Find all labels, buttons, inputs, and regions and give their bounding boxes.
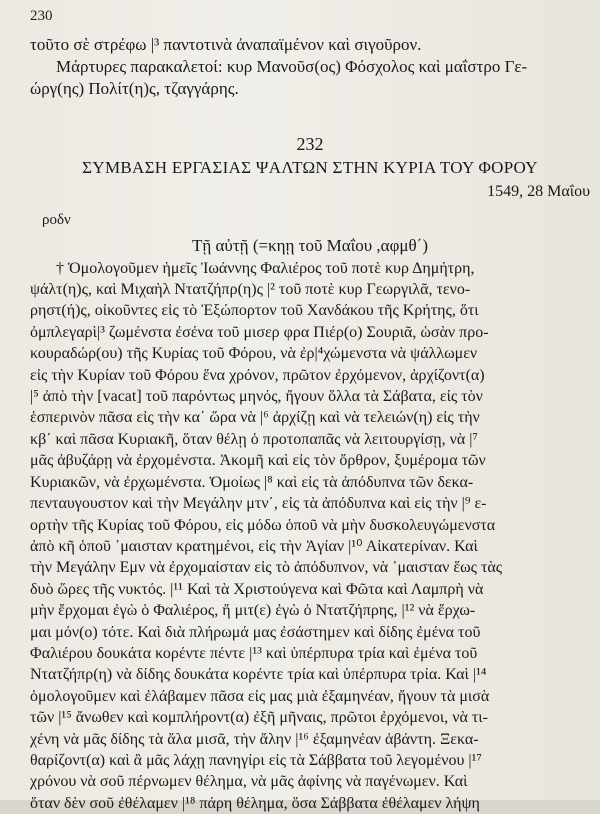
body-line: |⁵ ἀπὸ τὴν [vacat] τοῦ παρόντως μηνός, ἤγουν ὅλλα τὰ Σάβατα, εἰς τὸν xyxy=(30,388,483,406)
body-line: Ντατζήπρ(η) νὰ δίδης δουκάτα κορέντε τρία καὶ ὑπέρπυρα τρία. Καὶ |¹⁴ xyxy=(30,666,487,684)
body-line: χένη νὰ μᾶς δίδης τὰ ἄλα μισᾶ, τὴν ἄλην |¹⁶ ἐξαμηνέαν ἀβάντη. Ξεκα- xyxy=(30,730,479,748)
body-line: τῶν |¹⁵ ἄνωθεν καὶ κομπλήροντ(α) ἐξῆ μῆναις, πρῶτοι ἐρχόμενοι, νὰ τι- xyxy=(30,709,488,727)
body-line: ρηστ(ή)ς, οἰκοῦντες εἰς τὸ Ἐξώπορτον τοῦ Χανδάκου τῆς Κρήτης, ὅτι xyxy=(30,302,479,320)
document-title: ΣΥΜΒΑΣΗ ΕΡΓΑΣΙΑΣ ΨΑΛΤΩΝ ΣΤΗΝ ΚΥΡΙΑ ΤΟΥ ΦΟΡΟΥ xyxy=(82,157,538,177)
body-line: Φαλιέρου δουκάτα κορέντε πέντε |¹³ καὶ ὑπέρπυρα τρία καὶ ἐμένα τοῦ xyxy=(30,644,478,662)
body-line: Κυριακῶν, νὰ ἐρχωμένστα. Ὁμοίως |⁸ καὶ εἰς τὰ ἀπόδυπνα τῶν δεκα- xyxy=(30,473,474,491)
body-line: ἀπὸ κῆ ὁποῦ ᾿μαισταν κρατημένοι, εἰς τὴν Ἁγίαν |¹⁰ Αἰκατερίναν. Καὶ xyxy=(30,537,478,555)
body-line: ἑσπερινὸν πᾶσα εἰς τὴν κα΄ ὥρα νὰ |⁶ ἀρχίζῃ καὶ νὰ τελειών(η) εἰς τὴν xyxy=(30,409,480,427)
body-line: ὀμπλεγαρὶ|³ ζωμένστα ἐσένα τοῦ μισερ φρα Πιέρ(ο) Σουριᾶ, ὡσὰν προ- xyxy=(30,323,489,341)
subheading: Τῇ αὐτῇ (=κηῃ τοῦ Μαΐου ,αφμθ΄) xyxy=(192,236,428,256)
page-number: 230 xyxy=(30,8,53,24)
document-body xyxy=(30,258,590,814)
body-line: ορτὴν τῆς Κυρίας τοῦ Φόρου, εἰς μόδω ὁποῦ νὰ μὴν δυσκολευγώμενστα xyxy=(30,516,496,534)
body-line: εἰς τὴν Κυρίαν τοῦ Φόρου ἕνα χρόνον, πρῶτον ἐρχόμενον, ἀρχίζοντ(α) xyxy=(30,366,485,384)
body-line: ὅταν δὲν σοῦ ἐθέλαμεν |¹⁸ πάρη θέλημα, ὅσα Σάββατα ἐθέλαμεν λήψη xyxy=(30,794,480,812)
document-number: 232 xyxy=(296,133,324,154)
body-line: κουραδώρ(ου) τῆς Κυρίας τοῦ Φόρου, νὰ ἐρ|⁴χώμενστα νὰ ψάλλωμεν xyxy=(30,345,478,363)
text-line: τοῦτο σὲ στρέφω |³ παντοτινὰ ἀναπαϊμένον καὶ σιγοῦρον. xyxy=(30,35,422,54)
body-line: πενταυγουστον καὶ τὴν Μεγάλην μτν΄, εἰς τὰ ἀπόδυπνα καὶ εἰς τὴν |⁹ ε- xyxy=(30,495,487,513)
body-line: μαι μόν(ο) τότε. Καὶ διὰ πλήρωμά μας ἐσάστημεν καὶ δίδης ἐμένα τοῦ xyxy=(30,623,481,641)
body-line: ὁμολογοῦμεν καὶ ἐλάβαμεν πᾶσα εἰς μας μιὰ ἐξαμηνέαν, ἤγουν τὰ μισὰ xyxy=(30,687,490,705)
text-line: Μάρτυρες παρακαλετοί: κυρ Μανοῦσ(ος) Φόσχολος καὶ μαΐστρο Γε- xyxy=(56,57,528,77)
document-date: 1549, 28 Μαΐου xyxy=(487,183,590,201)
body-line: τὴν Μεγάλην Εμν νὰ ἐρχομαίσταν εἰς τὸ ἀπόδυπνον, νὰ ᾿μαισταν ἕως τὰς xyxy=(30,559,503,577)
body-line: θαρίζοντ(α) καὶ ἂ μᾶς λάχῃ πανηγίρι εἰς τὰ Σάββατα τοῦ λεγομένου |¹⁷ xyxy=(30,751,482,769)
body-line: μᾶς ἀβυζάρῃ νὰ ἐρχομένστα. Ἀκομῆ καὶ εἰς τὸν ὄρθρον, ξυμέρομα τῶν xyxy=(30,452,486,470)
body-line: μὴν ἔρχομαι ἐγὼ ὁ Φαλιέρος, ἤ μιτ(ε) ἐγὼ ὁ Ντατζήπρης, |¹² νὰ ἔρχω- xyxy=(30,602,476,620)
body-line: δυὸ ὥρες τῆς νυκτός. |¹¹ Καὶ τὰ Χριστούγενα καὶ Φῶτα καὶ Λαμπρὴ νὰ xyxy=(30,580,484,598)
text-line: ώργ(ης) Πολίτ(η)ς, τζαγγάρης. xyxy=(30,79,239,99)
body-line: κβ΄ καὶ πᾶσα Κυριακῆ, ὅταν θέλῃ ὁ προτοπαπᾶς νὰ λειτουργίσῃ, νὰ |⁷ xyxy=(30,430,478,448)
margin-note: ροδν xyxy=(42,212,71,229)
page-text xyxy=(30,34,590,814)
body-line: ψάλτ(η)ς, καὶ Μιχαὴλ Ντατζήπρ(η)ς |² τοῦ ποτὲ κυρ Γεωργιλᾶ, τενο- xyxy=(30,281,471,299)
body-line: † Ὁμολογοῦμεν ἡμεῖς Ἰωάννης Φαλιέρος τοῦ ποτὲ κυρ Δημήτρη, xyxy=(56,259,475,277)
body-line: χρόνου νὰ σοῦ πέρνωμεν θέλημα, νὰ μᾶς ἀφίνης νὰ παγένωμεν. Καὶ xyxy=(30,773,468,791)
